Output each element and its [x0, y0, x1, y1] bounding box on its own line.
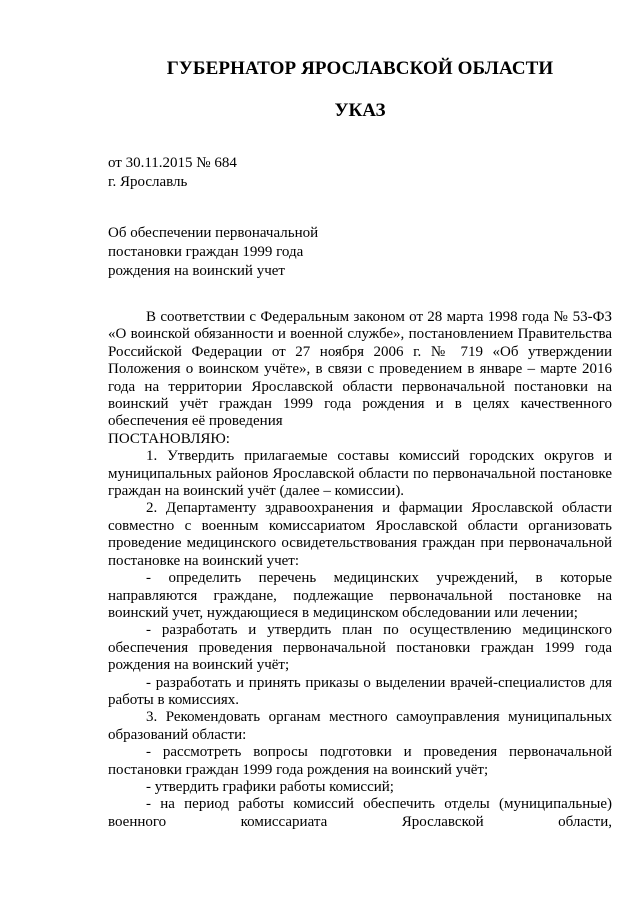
- item-2-paragraph: 2. Департаменту здравоохранения и фармации Ярославской области совместно с военным комиссариатом Ярославской области организовать проведение медицинского освидетельствования граждан при первоначальной постановке на воинский учет:: [108, 500, 612, 569]
- item-2-subitem: - определить перечень медицинских учреждений, в которые направляются граждане, подлежащие первоначальной постановке на воинский учет, нуждающиеся в медицинском обследовании или лечении;: [108, 570, 612, 621]
- item-3-subitem: - на период работы комиссий обеспечить отделы (муниципальные) военного комиссариата Ярославской области,: [108, 796, 612, 830]
- item-3-paragraph: 3. Рекомендовать органам местного самоуправления муниципальных образований области:: [108, 709, 612, 743]
- item-2-subitem: - разработать и принять приказы о выделении врачей-специалистов для работы в комиссиях.: [108, 674, 612, 708]
- document-subject: [108, 224, 318, 281]
- preamble-paragraph: В соответствии с Федеральным законом от 28 марта 1998 года № 53-ФЗ «О воинской обязанности и военной службе», постановлением Правительства Российской Федерации от 27 ноября 2006 г. № 719 «Об утверждении Положения о воинском учёте», в связи с проведением в январе – марте 2016 года на территории Ярославской области первоначальной постановки на воинский учёт граждан 1999 года рождения и в целях качественного обеспечения её проведения: [108, 309, 612, 430]
- subject-line: Об обеспечении первоначальной: [108, 225, 319, 241]
- document-city: г. Ярославль: [108, 174, 188, 190]
- subject-line: постановки граждан 1999 года: [108, 244, 304, 260]
- document-type: УКАЗ: [334, 100, 386, 121]
- document-issuer: ГУБЕРНАТОР ЯРОСЛАВСКОЙ ОБЛАСТИ: [166, 58, 554, 79]
- subject-line: рождения на воинский учет: [108, 263, 285, 279]
- item-1-paragraph: 1. Утвердить прилагаемые составы комиссий городских округов и муниципальных районов Ярославской области по первоначальной постановке граждан на воинский учёт (далее – комиссии).: [108, 448, 612, 500]
- item-2-subitem: - разработать и утвердить план по осуществлению медицинского обеспечения проведения первоначальной постановки граждан 1999 года рождения на воинский учёт;: [108, 622, 612, 674]
- item-3-subitem: - рассмотреть вопросы подготовки и проведения первоначальной постановки граждан 1999 года рождения на воинский учёт;: [108, 744, 612, 778]
- document-date-number: от 30.11.2015 № 684: [108, 155, 237, 171]
- document-meta: [108, 154, 237, 192]
- document-body: [108, 309, 612, 831]
- resolve-heading: ПОСТАНОВЛЯЮ:: [108, 430, 230, 447]
- item-3-subitem: - утвердить графики работы комиссий;: [146, 778, 394, 795]
